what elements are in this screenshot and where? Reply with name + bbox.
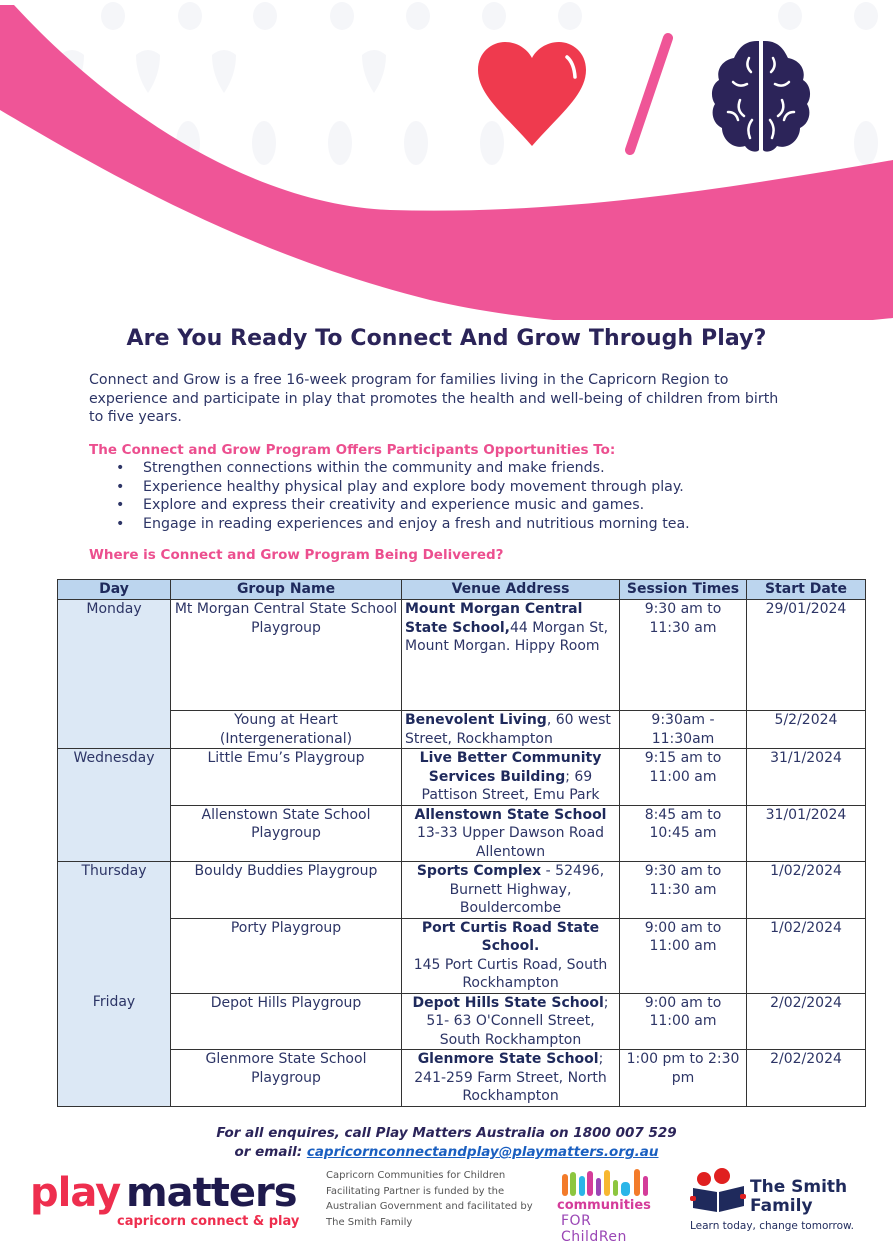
- day-label-thursday: Thursday: [81, 863, 147, 879]
- offers-list-item: • Engage in reading experiences and enjoy a fresh and nutritious morning tea.: [116, 515, 690, 532]
- column-header-session-times: Session Times: [620, 580, 747, 600]
- session-time-cell: 9:30 am to 11:30 am: [620, 862, 747, 919]
- day-cell-wednesday: Wednesday: [58, 749, 171, 862]
- offers-list: [89, 459, 690, 533]
- contact-info: [0, 1124, 893, 1162]
- reading-book-icon: [690, 1168, 750, 1218]
- table-row: [58, 1050, 866, 1107]
- communities-for-children-logo: [555, 1168, 660, 1245]
- offers-list-item: • Strengthen connections within the community and make friends.: [116, 460, 605, 476]
- venue-cell: Benevolent Living, 60 west Street, Rockhampton: [402, 711, 620, 749]
- table-row: [58, 711, 866, 749]
- contact-email-line: or email: capricornconnectandplay@playmatters.org.au: [234, 1144, 659, 1160]
- start-date-cell: 2/02/2024: [747, 993, 866, 1050]
- venue-cell: Sports Complex - 52496, Burnett Highway, Bouldercombe: [402, 862, 620, 919]
- pink-swoosh: [0, 5, 893, 320]
- venue-cell: Mount Morgan Central State School,44 Morgan St, Mount Morgan. Hippy Room: [402, 600, 620, 711]
- session-time-cell: 9:00 am to 11:00 am: [620, 993, 747, 1050]
- group-cell: Bouldy Buddies Playgroup: [171, 862, 402, 919]
- cfc-word-communities: communities: [557, 1198, 651, 1213]
- venue-cell: Allenstown State School 13-33 Upper Dawson Road Allentown: [402, 805, 620, 862]
- start-date-cell: 2/02/2024: [747, 1050, 866, 1107]
- smith-family-name: The Smith Family: [750, 1177, 848, 1216]
- contact-phone-line: For all enquires, call Play Matters Australia on 1800 007 529: [216, 1125, 677, 1141]
- start-date-cell: 29/01/2024: [747, 600, 866, 711]
- banner-artwork: [0, 0, 893, 320]
- logo-tagline: capricorn connect & play: [117, 1214, 300, 1229]
- table-row: [58, 600, 866, 711]
- session-time-cell: 1:00 pm to 2:30 pm: [620, 1050, 747, 1107]
- day-cell-monday: Monday: [58, 600, 171, 749]
- session-time-cell: 8:45 am to 10:45 am: [620, 805, 747, 862]
- slash-divider: [630, 38, 668, 150]
- day-cell-thursday-friday: [58, 862, 171, 1107]
- funding-statement: Capricorn Communities for Children Facilitating Partner is funded by the Australian Government and facilitated by The Smith Family: [326, 1170, 533, 1228]
- table-row: [58, 918, 866, 993]
- play-matters-logo: [30, 1170, 300, 1240]
- schedule-table: [57, 579, 866, 1107]
- group-cell: Glenmore State School Playgroup: [171, 1050, 402, 1107]
- offers-heading: The Connect and Grow Program Offers Participants Opportunities To:: [89, 442, 616, 458]
- cfc-word-for-children: FOR ChildRen: [561, 1213, 627, 1245]
- column-header-venue-address: Venue Address: [402, 580, 620, 600]
- table-row: [58, 805, 866, 862]
- table-row: [58, 749, 866, 806]
- smith-family-tagline: Learn today, change tomorrow.: [690, 1220, 854, 1232]
- start-date-cell: 1/02/2024: [747, 862, 866, 919]
- session-time-cell: 9:30 am to 11:30 am: [620, 600, 747, 711]
- bullet-icon: •: [116, 478, 125, 495]
- group-cell: Mt Morgan Central State School Playgroup: [171, 600, 402, 711]
- table-row: [58, 993, 866, 1050]
- bullet-icon: •: [116, 515, 125, 532]
- column-header-group-name: Group Name: [171, 580, 402, 600]
- offers-list-item: • Explore and express their creativity and experience music and games.: [116, 497, 645, 514]
- column-header-day: Day: [58, 580, 171, 600]
- email-link[interactable]: capricornconnectandplay@playmatters.org.au: [306, 1144, 659, 1160]
- group-cell: Depot Hills Playgroup: [171, 993, 402, 1050]
- people-silhouettes-icon: [560, 1168, 655, 1198]
- venue-cell: Live Better Community Services Building; 69 Pattison Street, Emu Park: [402, 749, 620, 806]
- logo-word-matters: matters: [126, 1170, 297, 1216]
- table-row: [58, 862, 866, 919]
- brain-icon: [712, 41, 810, 152]
- where-heading: Where is Connect and Grow Program Being Delivered?: [89, 547, 504, 563]
- venue-cell: Port Curtis Road State School. 145 Port Curtis Road, South Rockhampton: [402, 918, 620, 993]
- smith-family-logo: [688, 1168, 858, 1238]
- group-cell: Porty Playgroup: [171, 918, 402, 993]
- group-cell: Allenstown State School Playgroup: [171, 805, 402, 862]
- venue-cell: Glenmore State School; 241-259 Farm Street, North Rockhampton: [402, 1050, 620, 1107]
- venue-cell: Depot Hills State School; 51- 63 O'Connell Street, South Rockhampton: [402, 993, 620, 1050]
- offers-list-item: • Experience healthy physical play and explore body movement through play.: [116, 478, 684, 495]
- session-time-cell: 9:15 am to 11:00 am: [620, 749, 747, 806]
- page-title: Are You Ready To Connect And Grow Through Play?: [126, 326, 767, 351]
- header-banner: [0, 0, 893, 320]
- group-cell: Little Emu’s Playgroup: [171, 749, 402, 806]
- session-time-cell: 9:30am - 11:30am: [620, 711, 747, 749]
- bullet-icon: •: [116, 497, 125, 514]
- day-label-friday: Friday: [92, 993, 136, 1010]
- start-date-cell: 31/01/2024: [747, 805, 866, 862]
- table-header-row: [58, 580, 866, 600]
- start-date-cell: 1/02/2024: [747, 918, 866, 993]
- group-cell: Young at Heart (Intergenerational): [171, 711, 402, 749]
- start-date-cell: 31/1/2024: [747, 749, 866, 806]
- start-date-cell: 5/2/2024: [747, 711, 866, 749]
- bullet-icon: •: [116, 460, 125, 476]
- column-header-start-date: Start Date: [747, 580, 866, 600]
- session-time-cell: 9:00 am to 11:00 am: [620, 918, 747, 993]
- intro-paragraph: Connect and Grow is a free 16-week program for families living in the Capricorn Region to experience and participate in play that promotes the health and well-being of children from birth to five years.: [89, 372, 779, 425]
- logo-word-play: play: [30, 1170, 121, 1216]
